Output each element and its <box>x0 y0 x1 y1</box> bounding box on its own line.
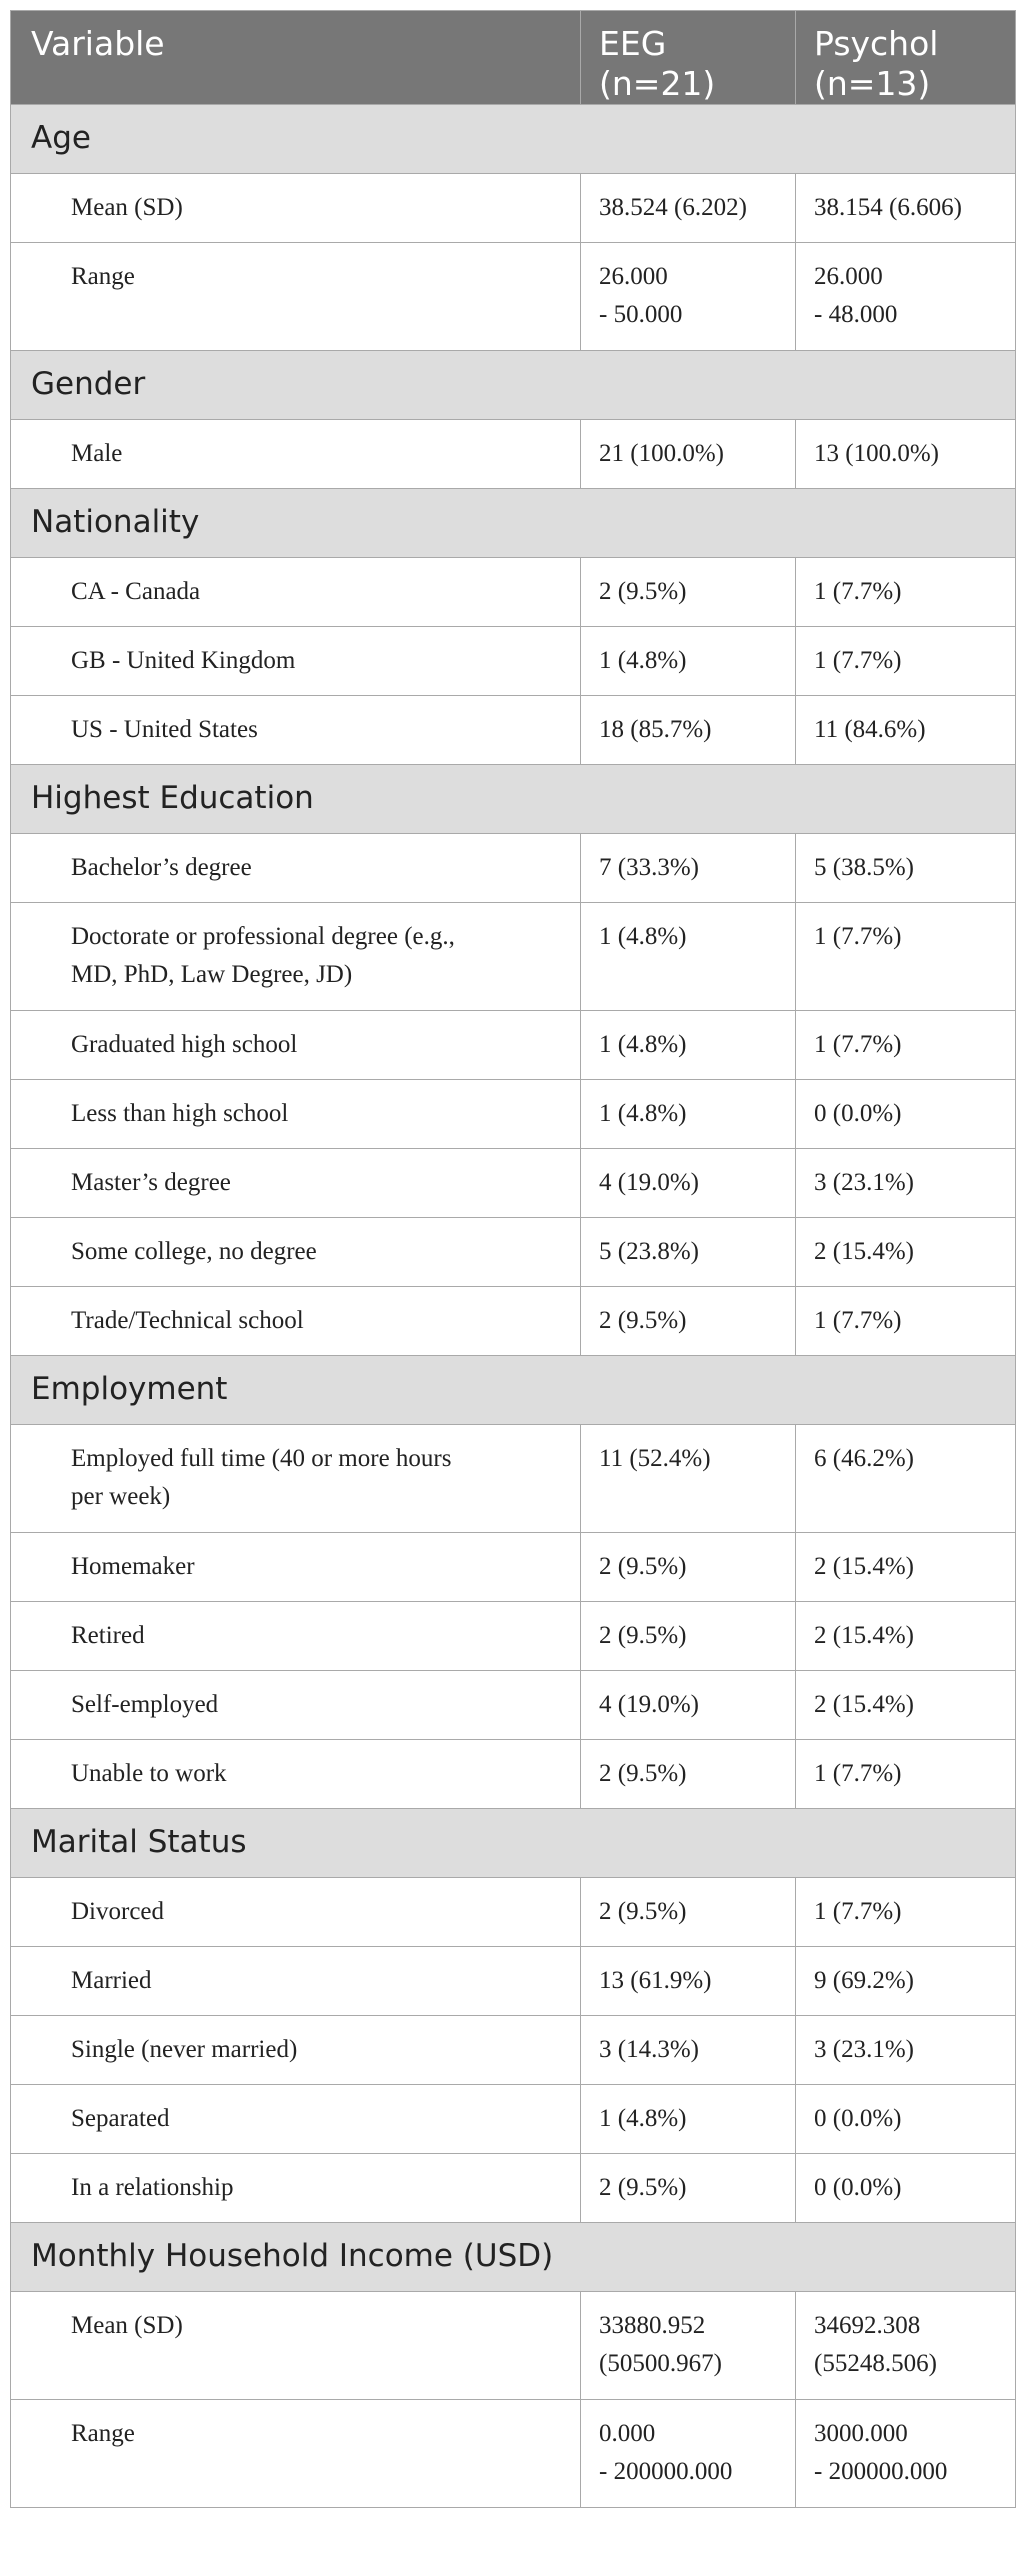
section-age: Age <box>11 105 1016 174</box>
eeg-value: 21 (100.0%) <box>581 420 796 489</box>
header-eeg <box>581 11 796 105</box>
eeg-value <box>581 2292 796 2400</box>
table-row <box>11 1218 1016 1287</box>
psychol-value: 2 (15.4%) <box>796 1533 1016 1602</box>
table-row <box>11 1740 1016 1809</box>
eeg-value: 2 (9.5%) <box>581 1878 796 1947</box>
table-row <box>11 558 1016 627</box>
row-label: Range <box>11 243 581 351</box>
eeg-value: 4 (19.0%) <box>581 1671 796 1740</box>
psychol-value: 0 (0.0%) <box>796 2154 1016 2223</box>
eeg-value: 1 (4.8%) <box>581 903 796 1011</box>
eeg-value-line1: 0.000 <box>599 2420 656 2447</box>
psychol-value: 11 (84.6%) <box>796 696 1016 765</box>
row-label: CA - Canada <box>11 558 581 627</box>
section-row <box>11 1356 1016 1425</box>
psychol-value: 1 (7.7%) <box>796 1740 1016 1809</box>
row-label: Self-employed <box>11 1671 581 1740</box>
row-label: Less than high school <box>11 1080 581 1149</box>
row-label: Bachelor’s degree <box>11 834 581 903</box>
eeg-value: 2 (9.5%) <box>581 1602 796 1671</box>
section-row <box>11 105 1016 174</box>
eeg-value: 2 (9.5%) <box>581 1287 796 1356</box>
section-employment: Employment <box>11 1356 1016 1425</box>
table-row <box>11 2016 1016 2085</box>
table-row <box>11 1011 1016 1080</box>
table-row <box>11 834 1016 903</box>
psychol-value: 2 (15.4%) <box>796 1602 1016 1671</box>
psychol-value-line2: - 48.000 <box>814 301 898 328</box>
row-label: US - United States <box>11 696 581 765</box>
table-row <box>11 1287 1016 1356</box>
row-label: Graduated high school <box>11 1011 581 1080</box>
row-label: Unable to work <box>11 1740 581 1809</box>
eeg-value: 1 (4.8%) <box>581 2085 796 2154</box>
psychol-value: 1 (7.7%) <box>796 1878 1016 1947</box>
psychol-value-line1: 26.000 <box>814 263 883 290</box>
section-row <box>11 1809 1016 1878</box>
psychol-value: 1 (7.7%) <box>796 903 1016 1011</box>
row-label: Single (never married) <box>11 2016 581 2085</box>
row-label: Range <box>11 2400 581 2508</box>
header-psychol <box>796 11 1016 105</box>
row-label: Retired <box>11 1602 581 1671</box>
table-row <box>11 1533 1016 1602</box>
psychol-value <box>796 2292 1016 2400</box>
row-label <box>11 1425 581 1533</box>
row-label: Divorced <box>11 1878 581 1947</box>
row-label-line1: Employed full time (40 or more hours <box>71 1445 452 1472</box>
psychol-value: 38.154 (6.606) <box>796 174 1016 243</box>
eeg-value: 1 (4.8%) <box>581 1080 796 1149</box>
psychol-value <box>796 2400 1016 2508</box>
table-row <box>11 1425 1016 1533</box>
row-label: Married <box>11 1947 581 2016</box>
eeg-value-line2: - 200000.000 <box>599 2458 733 2485</box>
section-row <box>11 765 1016 834</box>
psychol-value: 3 (23.1%) <box>796 1149 1016 1218</box>
table-row <box>11 174 1016 243</box>
table-row <box>11 627 1016 696</box>
psychol-value-line1: 3000.000 <box>814 2420 908 2447</box>
table-row <box>11 2292 1016 2400</box>
section-gender: Gender <box>11 351 1016 420</box>
row-label: Trade/Technical school <box>11 1287 581 1356</box>
header-variable: Variable <box>11 11 581 105</box>
eeg-value <box>581 2400 796 2508</box>
psychol-value-line1: 34692.308 <box>814 2312 921 2339</box>
table-row <box>11 1878 1016 1947</box>
row-label: In a relationship <box>11 2154 581 2223</box>
psychol-value: 1 (7.7%) <box>796 1011 1016 1080</box>
row-label: Some college, no degree <box>11 1218 581 1287</box>
eeg-value: 7 (33.3%) <box>581 834 796 903</box>
eeg-value: 18 (85.7%) <box>581 696 796 765</box>
eeg-value-line1: 26.000 <box>599 263 668 290</box>
table-row <box>11 696 1016 765</box>
psychol-value: 6 (46.2%) <box>796 1425 1016 1533</box>
header-eeg-n: (n=21) <box>599 64 716 103</box>
eeg-value: 11 (52.4%) <box>581 1425 796 1533</box>
table-row <box>11 420 1016 489</box>
section-education: Highest Education <box>11 765 1016 834</box>
psychol-value: 1 (7.7%) <box>796 627 1016 696</box>
row-label-line2: MD, PhD, Law Degree, JD) <box>71 961 353 988</box>
eeg-value: 38.524 (6.202) <box>581 174 796 243</box>
psychol-value: 1 (7.7%) <box>796 558 1016 627</box>
table-row <box>11 243 1016 351</box>
header-psychol-n: (n=13) <box>814 64 931 103</box>
psychol-value: 0 (0.0%) <box>796 2085 1016 2154</box>
eeg-value-line1: 33880.952 <box>599 2312 706 2339</box>
eeg-value: 2 (9.5%) <box>581 2154 796 2223</box>
table-row <box>11 1947 1016 2016</box>
eeg-value: 2 (9.5%) <box>581 1533 796 1602</box>
eeg-value: 1 (4.8%) <box>581 1011 796 1080</box>
section-nationality: Nationality <box>11 489 1016 558</box>
eeg-value: 4 (19.0%) <box>581 1149 796 1218</box>
demographics-table <box>10 10 1016 2508</box>
eeg-value: 3 (14.3%) <box>581 2016 796 2085</box>
section-income: Monthly Household Income (USD) <box>11 2223 1016 2292</box>
table-row <box>11 2154 1016 2223</box>
eeg-value <box>581 243 796 351</box>
section-row <box>11 489 1016 558</box>
row-label: Mean (SD) <box>11 2292 581 2400</box>
row-label-line1: Doctorate or professional degree (e.g., <box>71 923 455 950</box>
table-row <box>11 1080 1016 1149</box>
table-row <box>11 903 1016 1011</box>
table-row <box>11 2400 1016 2508</box>
psychol-value: 2 (15.4%) <box>796 1671 1016 1740</box>
psychol-value: 0 (0.0%) <box>796 1080 1016 1149</box>
psychol-value-line2: - 200000.000 <box>814 2458 948 2485</box>
header-row <box>11 11 1016 105</box>
psychol-value: 9 (69.2%) <box>796 1947 1016 2016</box>
psychol-value: 2 (15.4%) <box>796 1218 1016 1287</box>
section-marital-status: Marital Status <box>11 1809 1016 1878</box>
section-row <box>11 2223 1016 2292</box>
psychol-value: 5 (38.5%) <box>796 834 1016 903</box>
psychol-value-line2: (55248.506) <box>814 2350 937 2377</box>
table-row <box>11 1149 1016 1218</box>
psychol-value: 3 (23.1%) <box>796 2016 1016 2085</box>
psychol-value: 13 (100.0%) <box>796 420 1016 489</box>
section-row <box>11 351 1016 420</box>
eeg-value-line2: (50500.967) <box>599 2350 722 2377</box>
row-label <box>11 903 581 1011</box>
eeg-value-line2: - 50.000 <box>599 301 683 328</box>
eeg-value: 1 (4.8%) <box>581 627 796 696</box>
eeg-value: 2 (9.5%) <box>581 558 796 627</box>
eeg-value: 13 (61.9%) <box>581 1947 796 2016</box>
eeg-value: 2 (9.5%) <box>581 1740 796 1809</box>
table-row <box>11 2085 1016 2154</box>
row-label: Separated <box>11 2085 581 2154</box>
row-label: Mean (SD) <box>11 174 581 243</box>
row-label: Male <box>11 420 581 489</box>
table-row <box>11 1602 1016 1671</box>
psychol-value: 1 (7.7%) <box>796 1287 1016 1356</box>
header-eeg-name: EEG <box>599 24 667 63</box>
psychol-value <box>796 243 1016 351</box>
header-psychol-name: Psychol <box>814 24 939 63</box>
row-label: Master’s degree <box>11 1149 581 1218</box>
row-label-line2: per week) <box>71 1483 171 1510</box>
eeg-value: 5 (23.8%) <box>581 1218 796 1287</box>
row-label: GB - United Kingdom <box>11 627 581 696</box>
table-row <box>11 1671 1016 1740</box>
row-label: Homemaker <box>11 1533 581 1602</box>
